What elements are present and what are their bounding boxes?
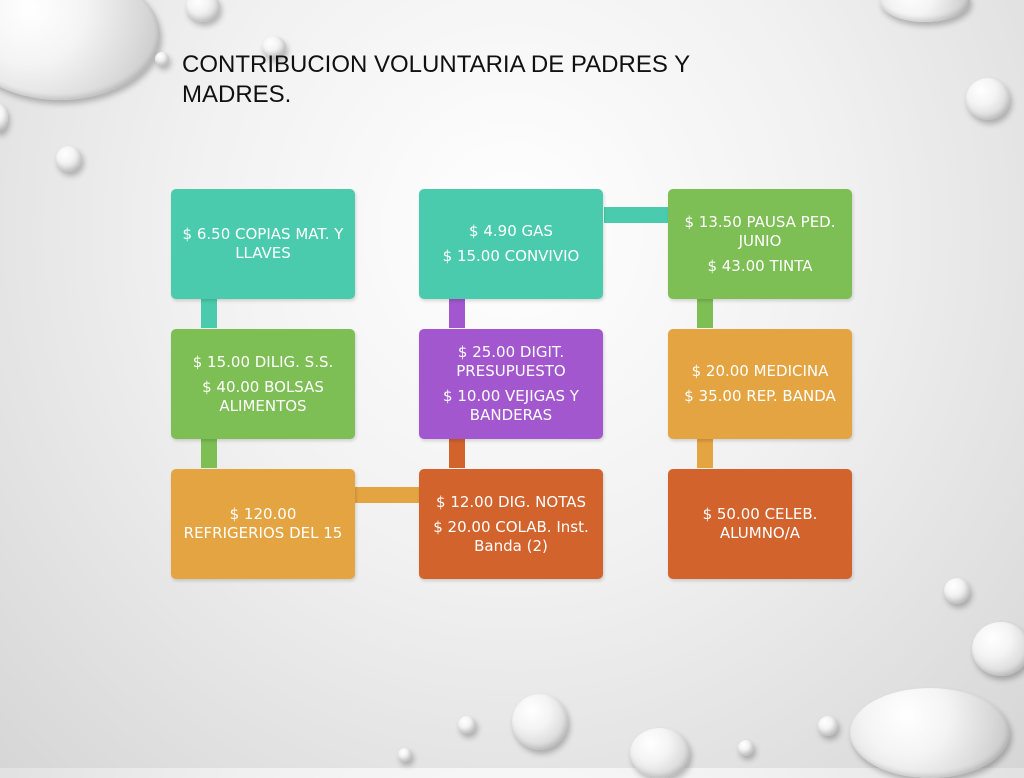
water-drop-decoration [966, 78, 1010, 120]
water-drop-decoration [458, 716, 476, 734]
water-drop-decoration [818, 716, 838, 736]
box-pausa-line-2: $ 43.00 TINTA [707, 256, 813, 275]
water-drop-decoration [0, 0, 160, 100]
box-notas-line-2: $ 20.00 COLAB. Inst. Banda (2) [433, 517, 589, 555]
connector-gas-pausa [604, 207, 668, 223]
box-medicina-line-2: $ 35.00 REP. BANDA [684, 387, 836, 405]
box-dilig-line-2: $ 40.00 BOLSAS ALIMENTOS [202, 377, 324, 415]
water-drop-decoration [56, 146, 82, 172]
box-dilig [171, 329, 355, 439]
water-drop-decoration [880, 0, 970, 22]
box-pausa [668, 189, 852, 299]
water-drop-decoration [738, 740, 754, 756]
box-copias [171, 189, 355, 299]
water-drop-decoration [186, 0, 220, 22]
connector-copias-dilig [201, 299, 217, 328]
water-drop-decoration [850, 688, 1010, 778]
connector-pausa-medicina [697, 299, 713, 328]
connector-digit-gas [449, 299, 465, 328]
connector-medicina-celeb [697, 439, 713, 468]
box-notas-line-1: $ 12.00 DIG. NOTAS [436, 492, 586, 511]
box-refrigerios-line-1: $ 120.00 REFRIGERIOS DEL 15 [183, 505, 343, 542]
page-title: CONTRIBUCION VOLUNTARIA DE PADRES Y MADRES. [182, 51, 690, 108]
box-notas [419, 469, 603, 579]
connector-refrigerios-notas [355, 487, 419, 503]
water-drop-decoration [944, 578, 970, 604]
water-drop-decoration [398, 748, 412, 762]
box-gas [419, 189, 603, 299]
box-digit-line-2: $ 10.00 VEJIGAS Y BANDERAS [443, 387, 579, 424]
box-refrigerios [171, 469, 355, 579]
water-drop-decoration [0, 104, 8, 132]
box-digit [419, 329, 603, 439]
box-digit-line-1: $ 25.00 DIGIT. PRESUPUESTO [456, 343, 566, 380]
water-drop-decoration [512, 694, 568, 750]
box-pausa-line-1: $ 13.50 PAUSA PED. JUNIO [684, 212, 836, 250]
water-drop-decoration [630, 728, 690, 778]
box-celeb-line-1: $ 50.00 CELEB. ALUMNO/A [702, 505, 818, 542]
water-drop-decoration [972, 622, 1024, 676]
box-copias-line-1: $ 6.50 COPIAS MAT. Y LLAVES [182, 225, 344, 262]
box-medicina [668, 329, 852, 439]
water-drop-decoration [155, 52, 169, 66]
connector-dilig-refrigerios [201, 439, 217, 468]
connector-notas-digit [449, 439, 465, 468]
box-gas-line-1: $ 4.90 GAS [469, 222, 553, 240]
box-gas-line-2: $ 15.00 CONVIVIO [442, 247, 580, 265]
box-medicina-line-1: $ 20.00 MEDICINA [691, 362, 829, 380]
box-dilig-line-1: $ 15.00 DILIG. S.S. [192, 352, 334, 371]
box-celeb [668, 469, 852, 579]
